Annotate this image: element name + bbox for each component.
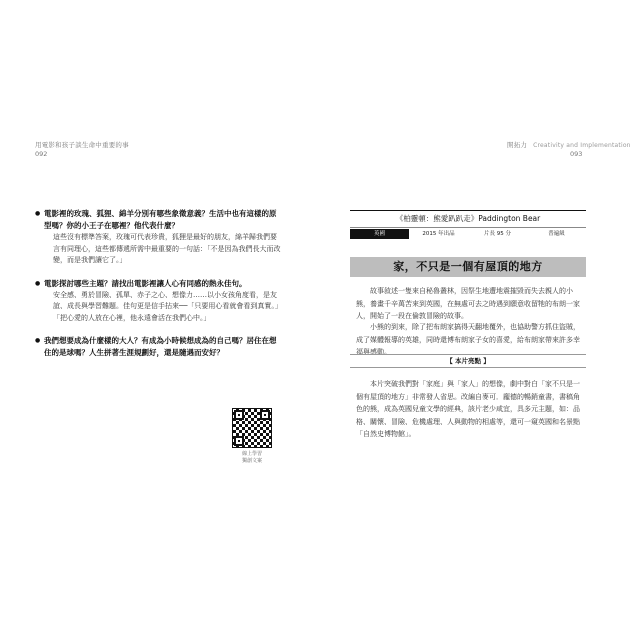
question-item bbox=[35, 335, 281, 359]
info-country: 英國 bbox=[350, 229, 409, 239]
highlights-paragraph: 本片突破我們對「家庭」與「家人」的想像，劇中對白「家不只是一個有屋頂的地方」非常發人省思。改編自麥可．龐德的暢銷童書，書稿角色的熊，成為英國兒童文學的經典，該片老少咸宜，具多元主題，如：品格、關懷、冒險、危機處理、人與動物的相處等，還可一窺英國和名景點「自然史博物館」。 bbox=[356, 380, 580, 438]
question-list bbox=[35, 208, 281, 370]
question-item bbox=[35, 278, 281, 325]
qr-caption: 線上學習 獨創文案 bbox=[241, 451, 262, 464]
right-header-title bbox=[507, 140, 631, 149]
left-header-title: 用電影和孩子談生命中重要的事 bbox=[35, 141, 129, 149]
right-header-title-en: Creativity and Implementation bbox=[533, 142, 631, 149]
question-answer: 安全感、勇於冒險、孤單、赤子之心、想像力……以小女孩角度看，是友誼、成長與學習難題。佳句更是信手拈來──「只要用心看就會看到真實。」「把心愛的人放在心裡，他永遠會活在我們心中。」 bbox=[53, 290, 279, 322]
right-header-title-zh: 開拓力 bbox=[507, 141, 528, 149]
left-page-number: 092 bbox=[35, 150, 48, 158]
story-paragraph-1: 故事敘述一隻來自秘魯叢林，因祭生地遭地震摧毀而失去親人的小熊，養畫千辛萬苦來到英國，在無處可去之時遇到願意收留牠的布朗一家人，開始了一段在倫敦冒險的故事。 bbox=[356, 287, 580, 320]
right-page-number: 093 bbox=[570, 150, 583, 158]
qr-code-icon bbox=[232, 408, 272, 448]
question-answer: 這些沒有標準答案，玫瑰可代表珍貴，狐狸是最好的朋友，綿羊歸我們要言有同理心，這些都傳遞所需中最重要的一句話：「不是因為我們長大而改變，而是我們讓它了。」 bbox=[53, 233, 281, 264]
info-runtime: 片長 95 分 bbox=[468, 229, 527, 239]
section-banner: 家，不只是一個有屋頂的地方 bbox=[350, 257, 586, 277]
question-text: ● 電影裡的玫瑰、狐狸、綿羊分別有哪些象徵意義？生活中也有這樣的原型嗎？你的小王子在哪裡？他代表什麼？ bbox=[35, 208, 281, 232]
question-text: ● 電影探討哪些主題？請找出電影裡讓人心有同感的熱永佳句。 bbox=[35, 278, 281, 290]
highlights-heading: 【 本片亮點 】 bbox=[350, 354, 586, 368]
qr-code-block bbox=[232, 408, 272, 465]
question-text: ● 我們想要成為什麼樣的大人？有成為小時候想成為的自己嗎？居住在想住的是球嗎？人生拼著生涯規劃好，還是隨遇而安好？ bbox=[35, 335, 281, 359]
movie-title: 《柏靈頓：熊愛趴趴走》Paddington Bear bbox=[350, 210, 586, 228]
movie-info-row bbox=[350, 229, 586, 239]
left-page bbox=[0, 0, 310, 620]
story-paragraph-2: 小熊的到來，除了把布朗家搞得天翻地覆外，也協助警方抓住盜賊，成了媒體報導的英雄，同時還博布朗家子女的喜愛，給布朗家帶來許多幸福與感動。 bbox=[356, 323, 580, 356]
question-item bbox=[35, 208, 281, 267]
info-year: 2015 年出品 bbox=[409, 229, 468, 239]
info-rating: 普遍級 bbox=[527, 229, 586, 239]
